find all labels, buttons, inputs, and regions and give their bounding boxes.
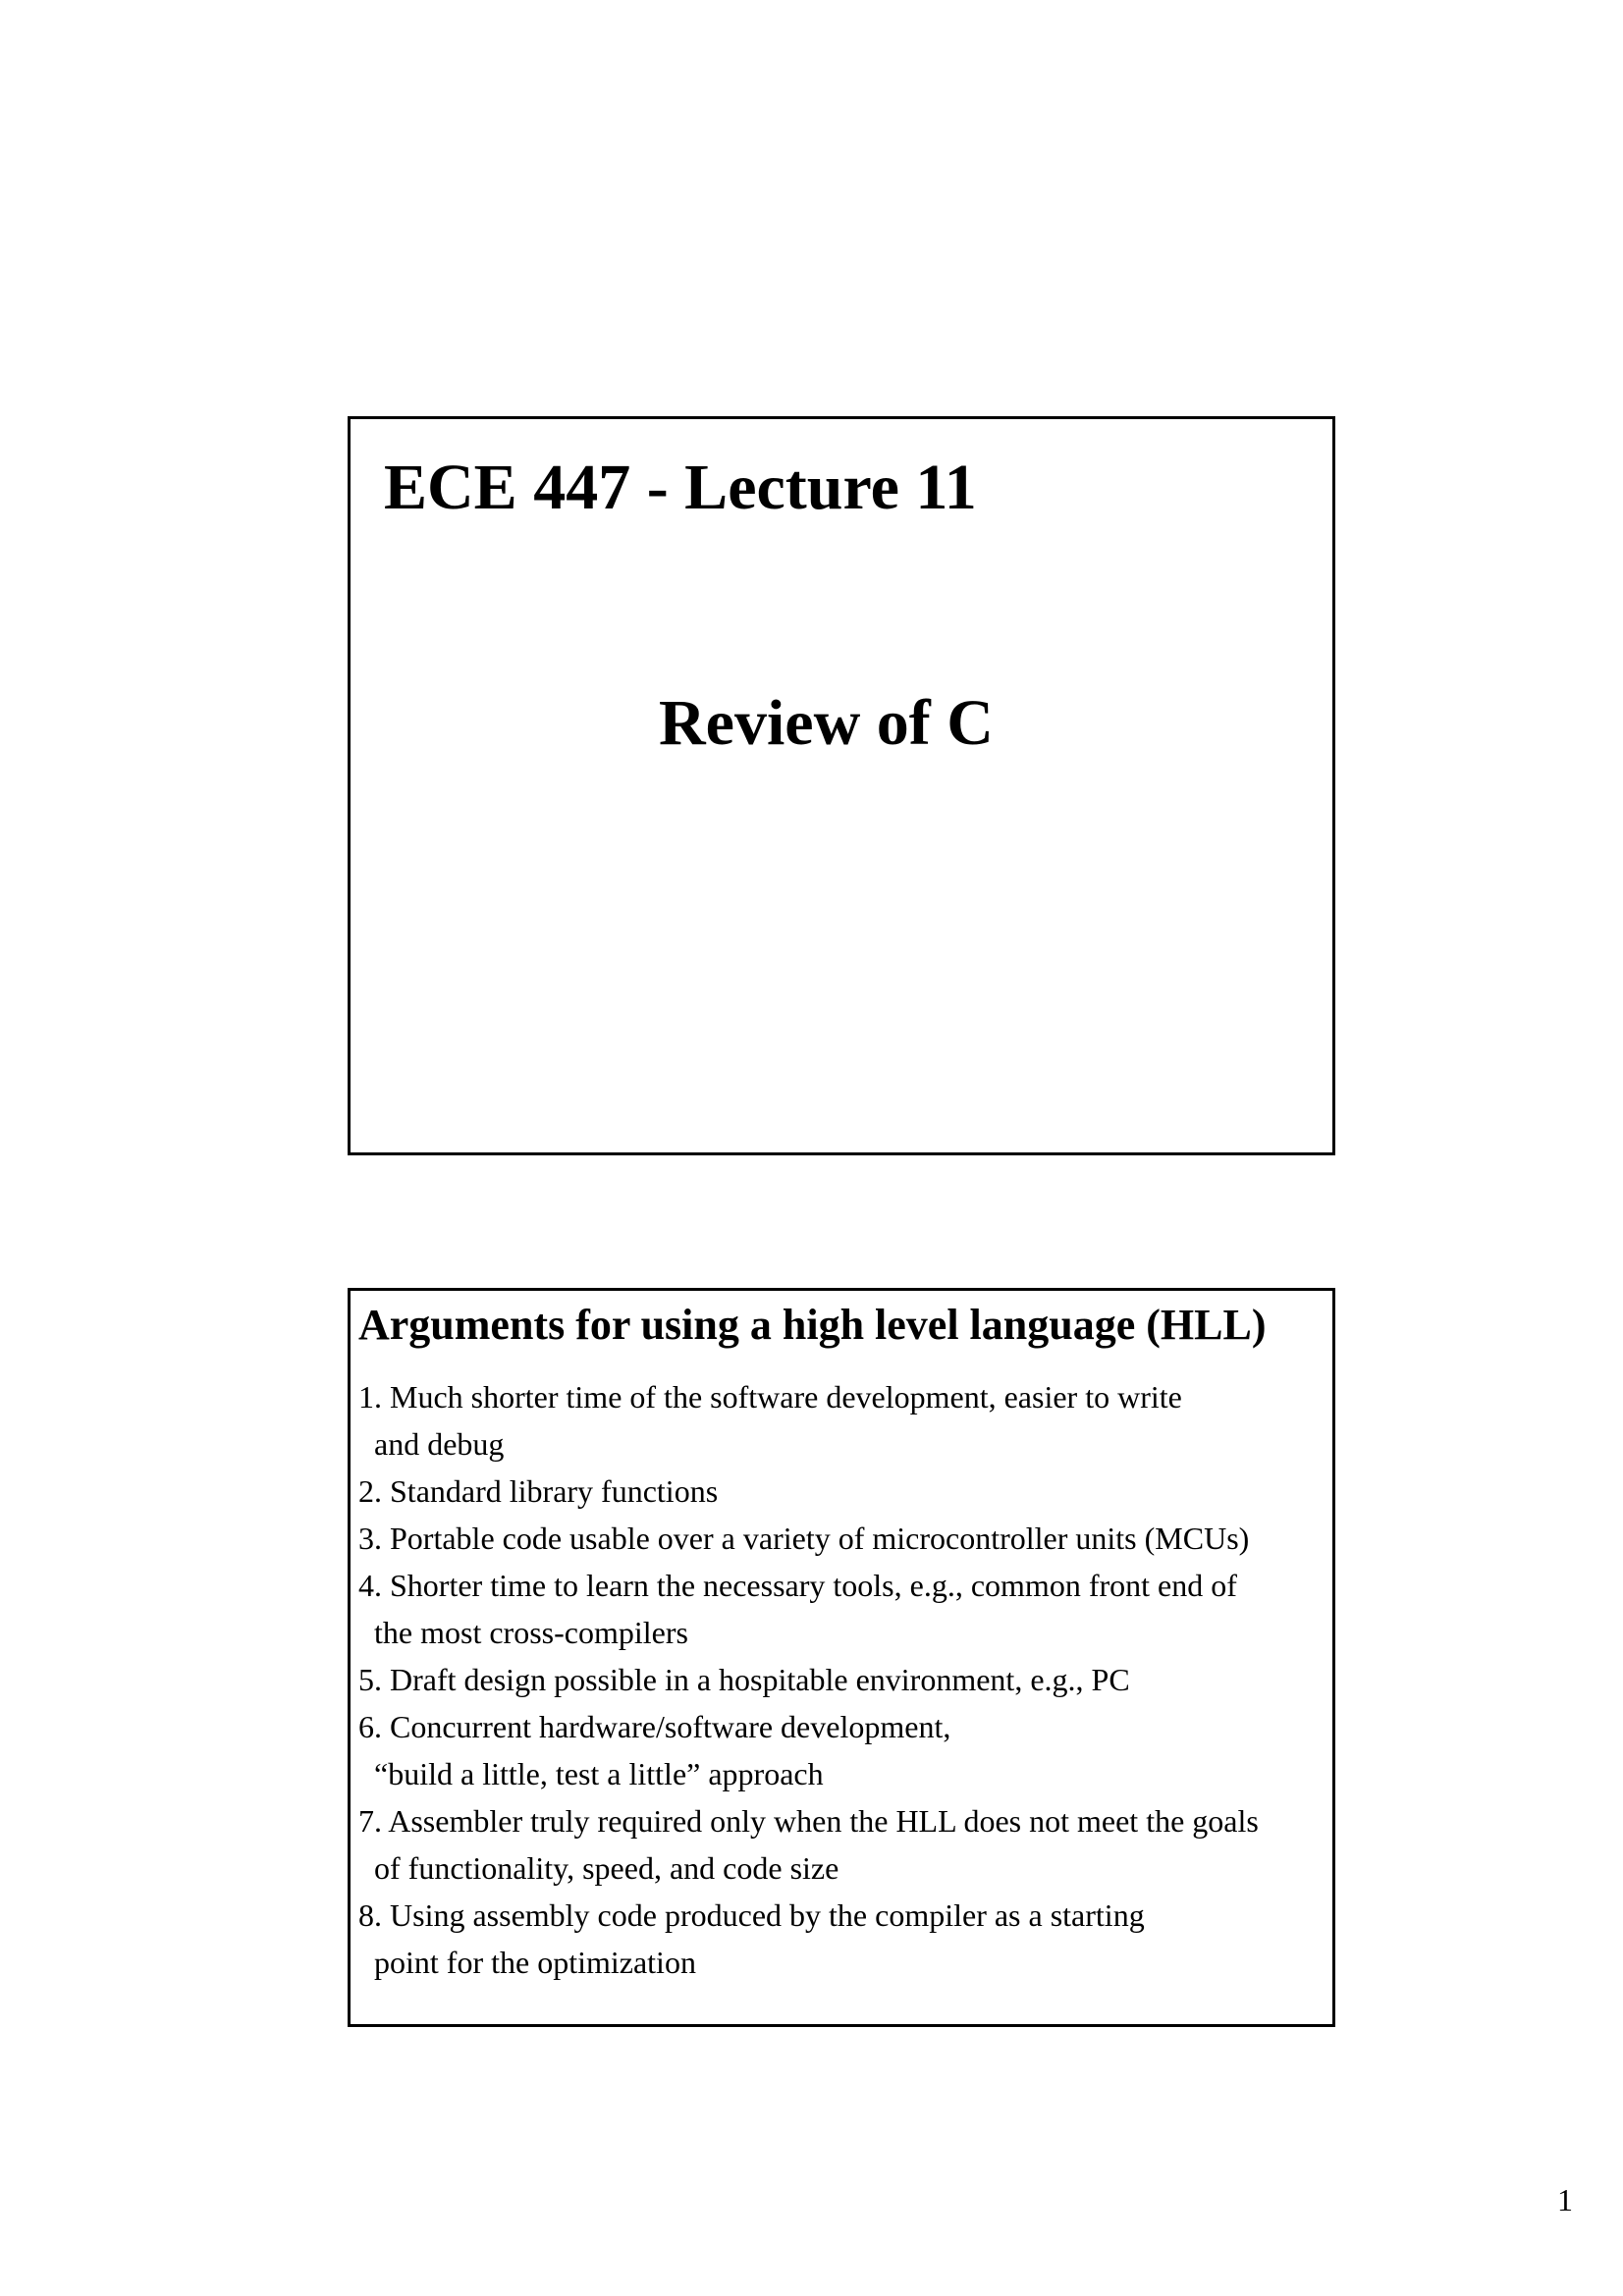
list-item-text: 4. Shorter time to learn the necessary tools, e.g., common front end of <box>358 1568 1237 1603</box>
list-item-text: 2. Standard library functions <box>358 1473 719 1509</box>
list-item <box>358 1373 1259 1468</box>
lecture-subtitle: Review of C <box>659 687 994 759</box>
list-item <box>358 1468 1259 1515</box>
list-item-text: 5. Draft design possible in a hospitable environment, e.g., PC <box>358 1662 1130 1697</box>
list-item-continuation: and debug <box>374 1426 505 1462</box>
list-item <box>358 1562 1259 1656</box>
list-item-text: 6. Concurrent hardware/software development, <box>358 1709 951 1744</box>
list-item-continuation: of functionality, speed, and code size <box>374 1850 839 1886</box>
list-item-continuation: the most cross-compilers <box>374 1615 688 1650</box>
title-slide <box>348 416 1335 1155</box>
arguments-slide <box>348 1288 1335 2027</box>
list-item <box>358 1892 1259 1986</box>
list-item-continuation: point for the optimization <box>374 1945 696 1980</box>
page-number: 1 <box>1557 2182 1573 2217</box>
list-item-continuation: “build a little, test a little” approach <box>374 1756 824 1791</box>
lecture-title: ECE 447 - Lecture 11 <box>384 452 977 523</box>
arguments-list <box>358 1373 1259 1986</box>
list-item-text: 3. Portable code usable over a variety of microcontroller units (MCUs) <box>358 1521 1250 1556</box>
list-item-text: 8. Using assembly code produced by the compiler as a starting <box>358 1897 1145 1933</box>
list-item <box>358 1703 1259 1797</box>
list-item <box>358 1515 1259 1562</box>
list-item <box>358 1797 1259 1892</box>
list-item-text: 1. Much shorter time of the software development, easier to write <box>358 1379 1182 1415</box>
list-item <box>358 1656 1259 1703</box>
slide-heading: Arguments for using a high level language (HLL) <box>358 1301 1267 1349</box>
list-item-text: 7. Assembler truly required only when the HLL does not meet the goals <box>358 1803 1259 1839</box>
